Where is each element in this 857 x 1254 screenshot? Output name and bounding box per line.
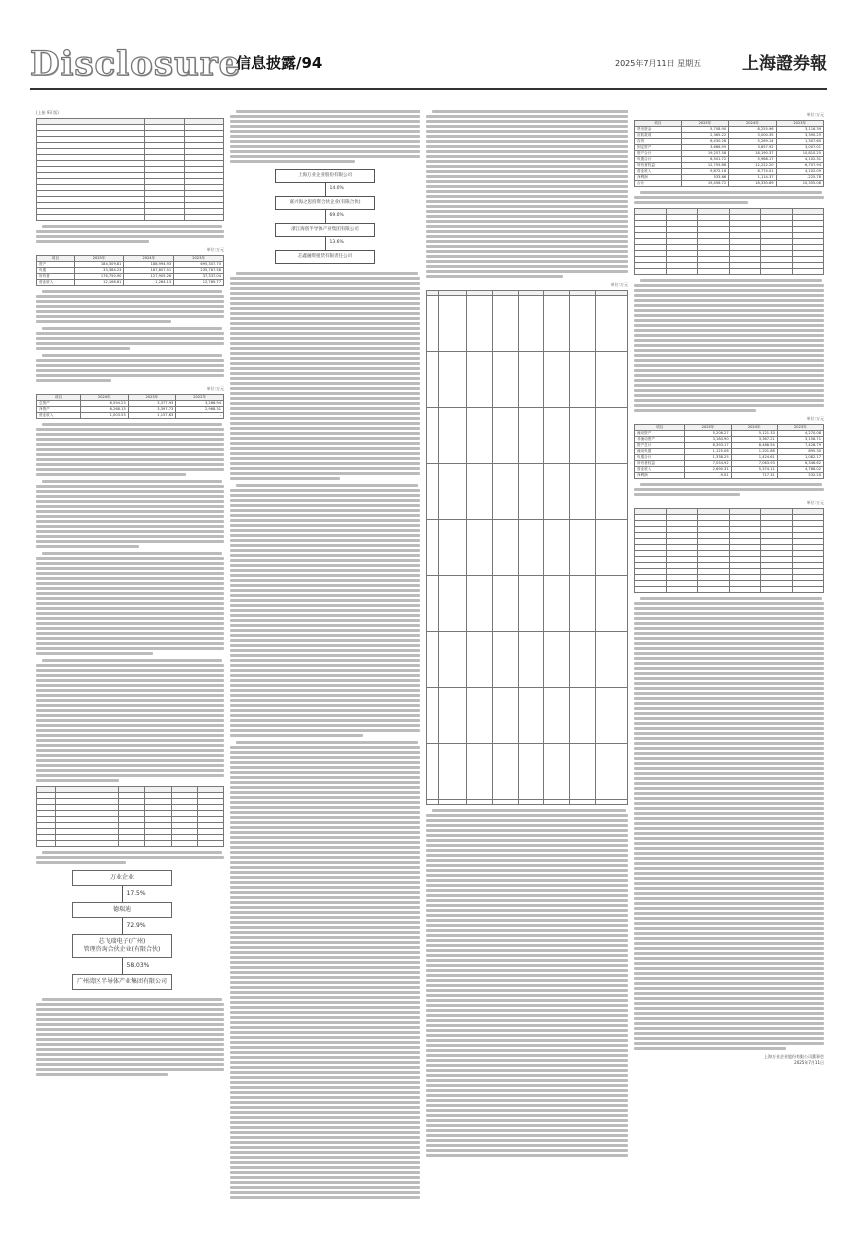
body-paragraph [634,191,824,204]
chart-node: 嘉兴海之思投资合伙企业(有限合伙) [275,196,375,210]
body-paragraph [36,659,224,782]
chart-connector: 69.0% [325,210,326,223]
signature-date: 2025年7月11日 [794,1060,824,1065]
chart-connector: 14.0% [325,183,326,196]
unit-label: 单位:万元 [206,247,224,252]
body-paragraph [36,354,224,382]
shareholder-table [36,118,224,221]
financial-table-c: 项目 2025年 2024年 2023年 货币资金 5,708.90 8,255.96 3,116.39 应收款项 2,365.22 3,000.35 3,390.25 存货 6,430.28 5,269.14 1,307.60 固定资产 3,666.59 3,657.92 3,007.01 资产合计 19,257.58 18,190.37 10,810.25 负债合计 6,501.72 5,968.17 4,102.31 所有者权益 12,755.86 12,222.20 6,707.94 营业收入 9,872.16 8,774.01 4,102.09 净利润 533.66 1,114.37 -225.78 合计 19,456.72 18,330.69 10,355.08 [634,120,824,187]
body-paragraph [36,290,224,323]
section-title: 信息披露/94 [236,54,323,72]
asset-detail-table [36,786,224,847]
column-3 [426,110,628,1200]
continued-note: (上接 93 版) [36,110,59,115]
financial-table-d: 项目 2025年 2024年 2023年 流动资产 5,208.27 5,121.33 4,270.08 非流动资产 3,184.90 3,367.21 3,158.71 资产总计 8,393.17 8,488.54 7,428.79 流动负债 1,125.06 1,201.88 895.30 负债合计 1,338.25 1,424.61 1,082.17 所有者权益 7,054.92 7,063.93 6,346.62 营业收入 2,690.31 5,374.11 4,788.02 净利润 -9.01 717.31 532.20 [634,424,824,479]
chart-connector: 17.5% [122,886,123,902]
signature-company: 上海万业企业股份有限公司董事会 [764,1054,824,1059]
masthead [30,42,827,86]
body-paragraph [634,483,824,496]
signature-block [634,1054,824,1066]
chart-node: 万业企业 [72,870,172,886]
chart-node: 芯飞瑞电子(广州) 管理咨询合伙企业(有限合伙) [72,934,172,958]
unit-label: 单位:万元 [806,112,824,117]
unit-label: 单位:万元 [206,386,224,391]
chart-node: 浙江海创半导体产业集团有限公司 [275,223,375,237]
chart-node: 芯鑫融资租赁有限责任公司 [275,250,375,264]
unit-label: 单位:万元 [610,282,628,287]
investee-table [634,508,824,593]
body-paragraph [36,480,224,548]
financial-table-b: 项目 2024年 2023年 2022年 总资产 6,594.23 3,377.93 3,266.94 净资产 6,268.13 3,397.73 2,968.31 营业收入 1,003.53 1,157.63 - [36,394,224,419]
column-2 [230,110,420,1200]
ownership-chart-a [275,169,375,264]
column-4 [634,110,824,1200]
body-paragraph [230,741,420,1200]
investment-detail-table [426,290,628,805]
disclosure-logo: Disclosure [30,44,242,84]
body-paragraph [36,851,224,864]
body-paragraph [36,423,224,476]
chart-node: 德瑞迪 [72,902,172,918]
body-paragraph [230,272,420,480]
body-paragraph [36,327,224,350]
body-paragraph [230,484,420,737]
body-paragraph [36,225,224,243]
financial-table-a: 项目 2025年 2024年 2023年 资产 184,309.81 188,994.93 695,307.70 负债 33,384.23 167,807.51 235,767.58 所有者 176,750.90 127,905.26 37,337.04 营业收入 12,166.81 1,264.13 12,789.77 [36,255,224,286]
header-rule [30,88,827,90]
chart-connector: 72.9% [122,918,123,934]
newspaper-name: 上海證券報 [742,54,827,74]
chart-connector: 13.6% [325,237,326,250]
segment-table [634,208,824,275]
body-paragraph [426,110,628,278]
chart-connector: 58.03% [122,958,123,974]
body-paragraph [426,809,628,1157]
body-paragraph [634,597,824,1050]
column-1 [36,110,224,1200]
unit-label: 单位:万元 [806,500,824,505]
body-paragraph [36,998,224,1076]
issue-date: 2025年7月11日 星期五 [615,59,702,68]
ownership-chart-b [72,870,172,990]
body-paragraph [634,279,824,412]
unit-label: 单位:万元 [806,416,824,421]
body-paragraph [36,552,224,655]
chart-node: 广州湾区半导体产业集团有限公司 [72,974,172,990]
body-paragraph [230,110,420,163]
chart-node: 上海万业企业股份有限公司 [275,169,375,183]
